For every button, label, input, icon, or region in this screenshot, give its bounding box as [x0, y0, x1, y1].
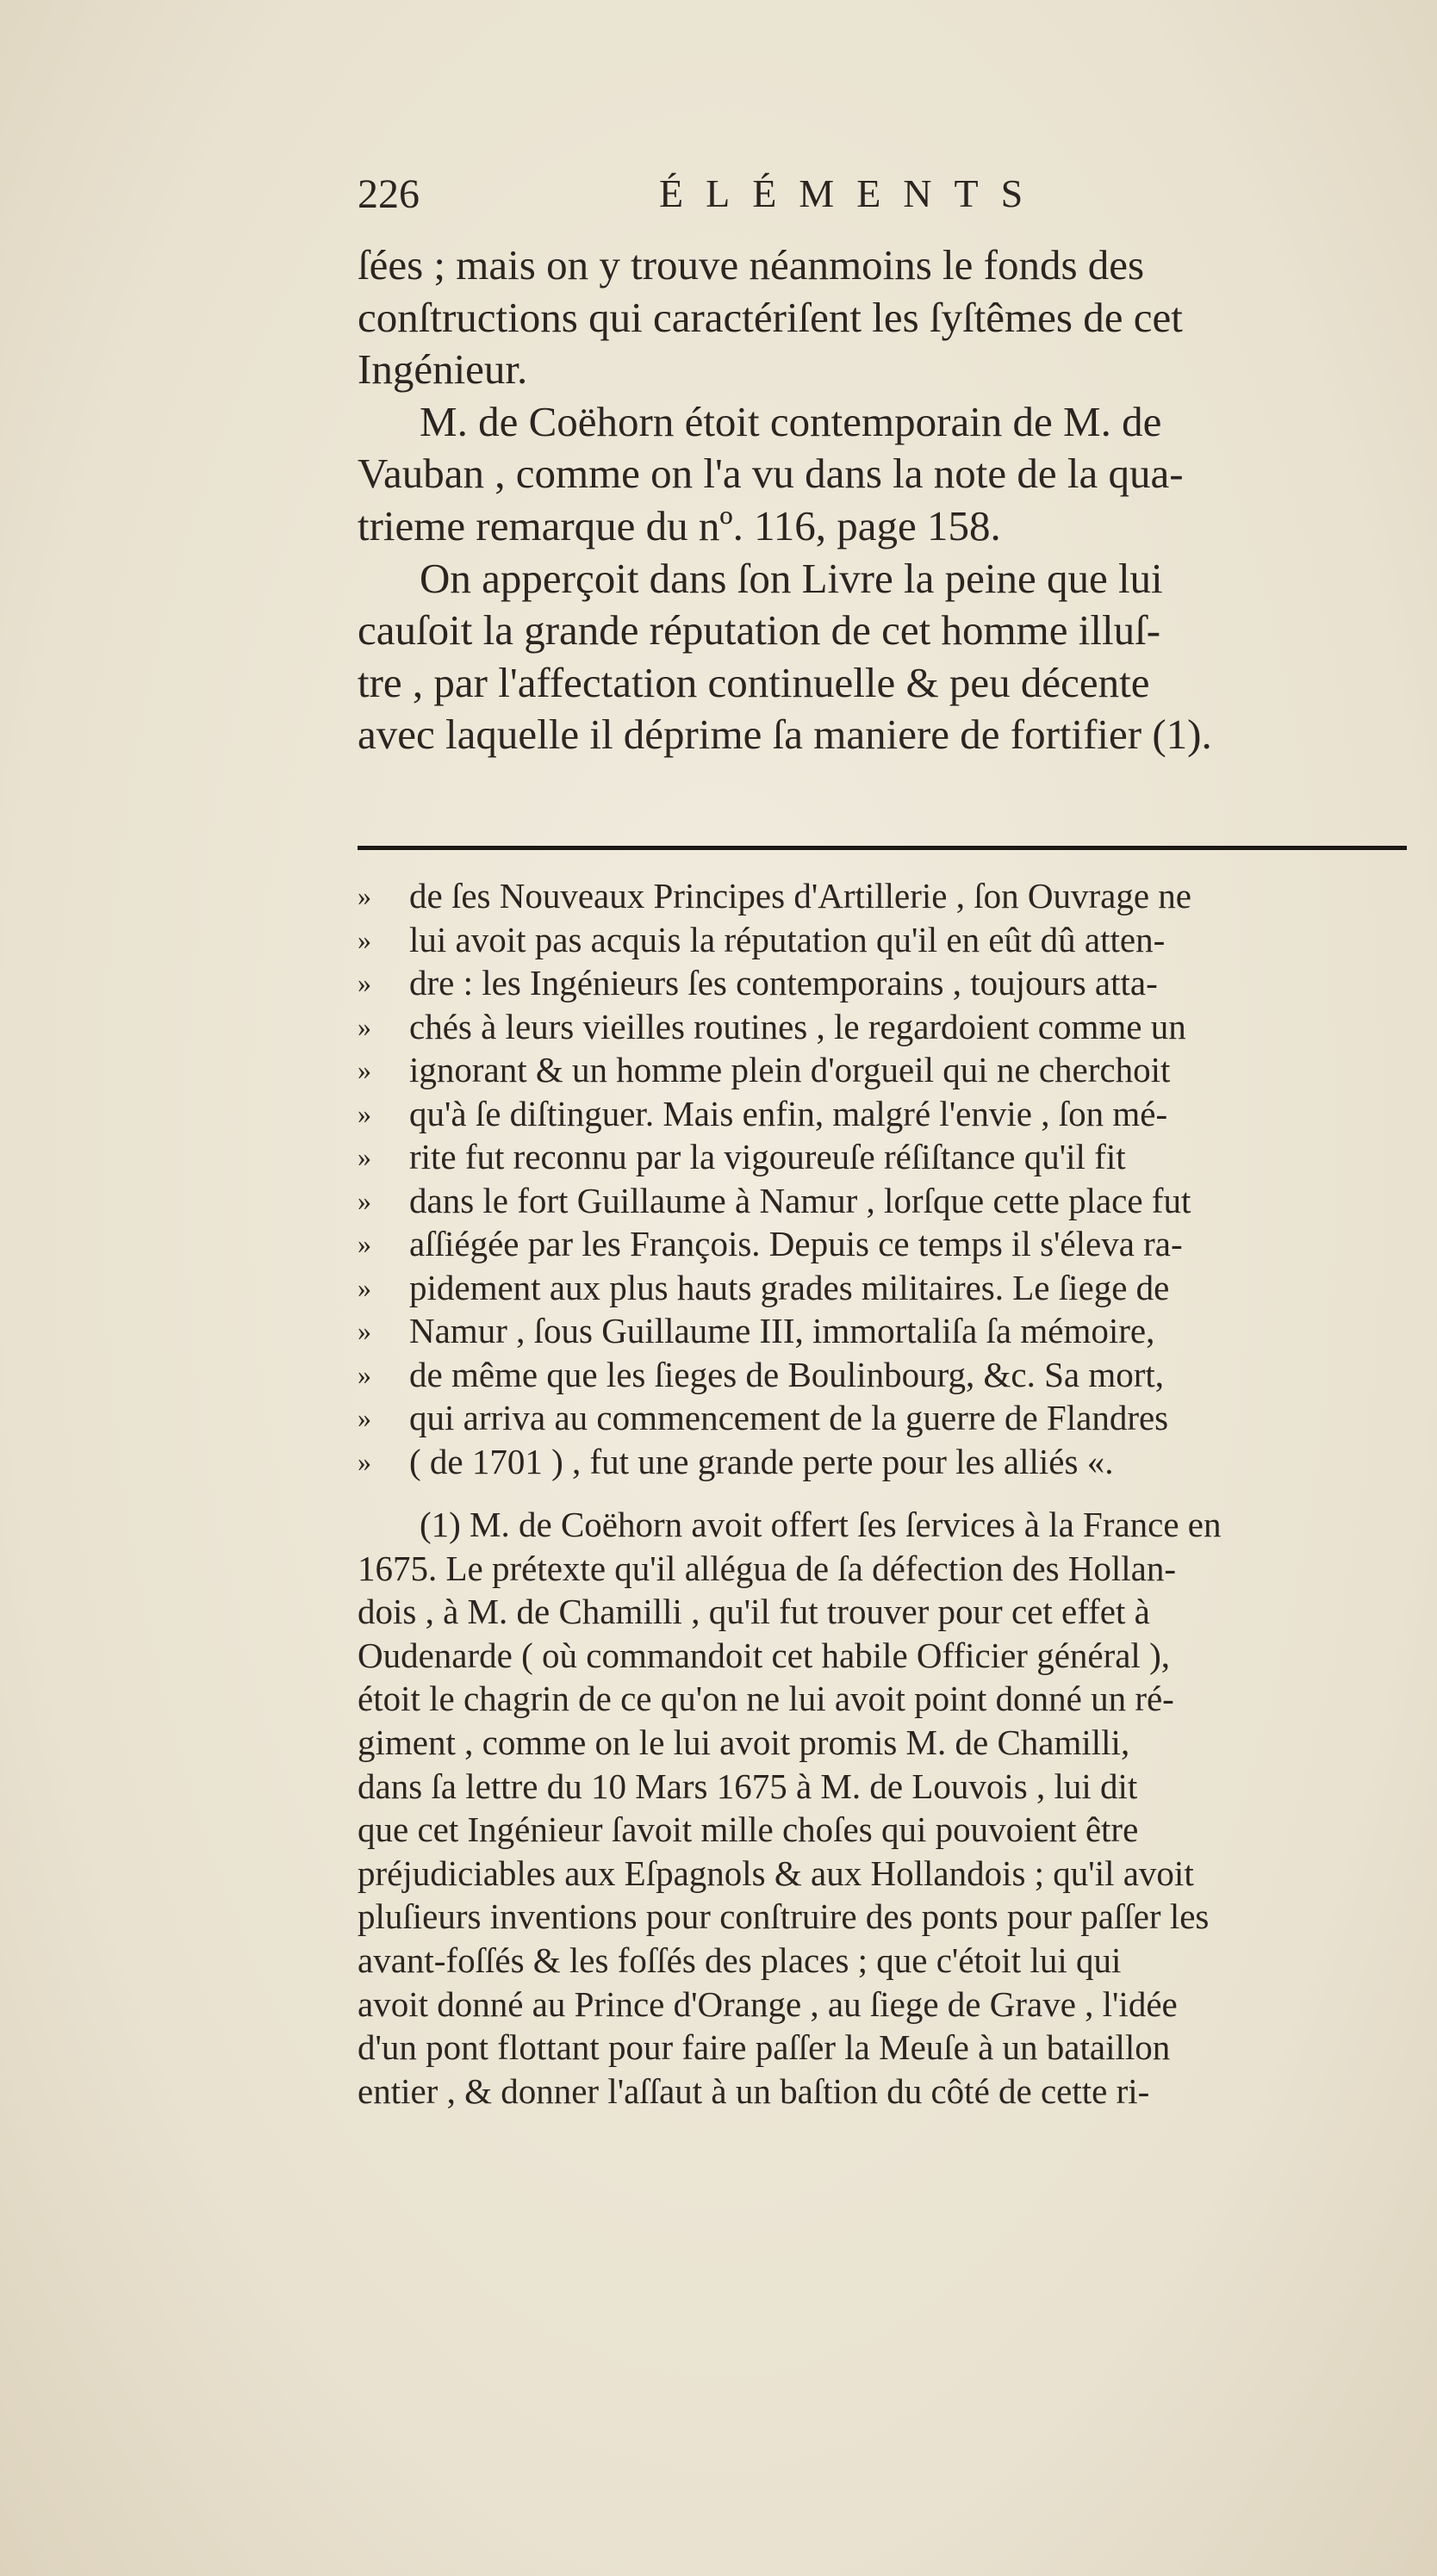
text-line: tre , par l'affectation continuelle & peu décente	[358, 658, 1150, 706]
quote-line	[358, 1396, 1426, 1440]
quote-line	[358, 1048, 1426, 1092]
quote-text: qui arriva au commencement de la guerre de Flandres	[409, 1398, 1169, 1437]
note-line: (1) M. de Coëhorn avoit offert ſes ſervices à la France en	[420, 1505, 1222, 1544]
note-line: avant-foſſés & les foſſés des places ; que c'étoit lui qui	[358, 1940, 1122, 1980]
main-text	[358, 239, 1426, 761]
note-line: que cet Ingénieur ſavoit mille choſes qui pouvoient être	[358, 1809, 1139, 1850]
quote-text: qu'à ſe diſtinguer. Mais enfin, malgré l'envie , ſon mé-	[409, 1093, 1168, 1133]
quote-text: dre : les Ingénieurs ſes contemporains , toujours atta-	[409, 963, 1158, 1002]
note-line: dois , à M. de Chamilli , qu'il fut trouver pour cet effet à	[358, 1592, 1150, 1632]
note-line: préjudiciables aux Eſpagnols & aux Hollandois ; qu'il avoit	[358, 1853, 1194, 1893]
quote-text: rite fut reconnu par la vigoureuſe réſiſtance qu'il fit	[409, 1137, 1126, 1176]
quote-text: ( de 1701 ) , fut une grande perte pour les alliés «.	[409, 1441, 1114, 1481]
text-line: Ingénieur.	[358, 345, 528, 394]
quote-mark: »	[358, 1010, 371, 1042]
note-line: entier , & donner l'aſſaut à un baſtion du côté de cette ri-	[358, 2070, 1150, 2111]
footnote-divider	[358, 846, 1407, 850]
quote-line	[358, 1222, 1426, 1266]
quote-mark: »	[358, 1097, 371, 1129]
quote-mark: »	[358, 967, 371, 998]
quote-mark: »	[358, 1184, 371, 1216]
quote-text: aſſiégée par les François. Depuis ce temps il s'éleva ra-	[409, 1224, 1183, 1263]
quote-line	[358, 1179, 1426, 1223]
note-line: avoit donné au Prince d'Orange , au ſiege de Grave , l'idée	[358, 1983, 1178, 2024]
note-line: Oudenarde ( où commandoit cet habile Officier général ),	[358, 1635, 1170, 1675]
quote-line	[358, 918, 1426, 962]
note-line: dans ſa lettre du 10 Mars 1675 à M. de Louvois , lui dit	[358, 1766, 1138, 1806]
note-line: étoit le chagrin de ce qu'on ne lui avoit point donné un ré-	[358, 1679, 1174, 1719]
quote-mark: »	[358, 1402, 371, 1433]
quote-line	[358, 1135, 1426, 1179]
note-line: 1675. Le prétexte qu'il allégua de ſa défection des Hollan-	[358, 1548, 1177, 1588]
quote-text: dans le fort Guillaume à Namur , lorſque cette place fut	[409, 1180, 1191, 1220]
quote-line	[358, 1092, 1426, 1136]
running-head: ÉLÉMENTS	[659, 171, 1046, 215]
text-line: ſées ; mais on y trouve néanmoins le fonds des	[358, 241, 1145, 289]
quote-mark: »	[358, 1054, 371, 1085]
text-line: cauſoit la grande réputation de cet homme illuſ-	[358, 606, 1161, 655]
quote-text: Namur , ſous Guillaume III, immortaliſa ſa mémoire,	[409, 1311, 1155, 1350]
quote-mark: »	[358, 1141, 371, 1172]
quote-mark: »	[358, 1228, 371, 1259]
footnote-quote	[358, 874, 1426, 1483]
quote-line	[358, 874, 1426, 918]
text-line: avec laquelle il déprime ſa maniere de fortifier (1).	[358, 711, 1212, 759]
note-line: pluſieurs inventions pour conſtruire des ponts pour paſſer les	[358, 1896, 1210, 1937]
footnote-1	[358, 1503, 1426, 2113]
page-header	[358, 171, 1098, 222]
quote-text: lui avoit pas acquis la réputation qu'il en eût dû atten-	[409, 919, 1166, 959]
quote-line	[358, 1309, 1426, 1353]
text-line: Vauban , comme on l'a vu dans la note de la qua-	[358, 450, 1184, 498]
quote-line	[358, 1005, 1426, 1049]
text-line: On apperçoit dans ſon Livre la peine que lui	[420, 554, 1163, 602]
quote-mark: »	[358, 1358, 371, 1390]
quote-mark: »	[358, 923, 371, 955]
quote-line	[358, 1440, 1426, 1484]
quote-line	[358, 1353, 1426, 1397]
quote-text: de ſes Nouveaux Principes d'Artillerie , ſon Ouvrage ne	[409, 876, 1191, 916]
text-line: trieme remarque du nº. 116, page 158.	[358, 501, 1001, 549]
quote-line	[358, 961, 1426, 1005]
quote-text: ignorant & un homme plein d'orgueil qui ne cherchoit	[409, 1050, 1171, 1089]
note-line: giment , comme on le lui avoit promis M. de Chamilli,	[358, 1722, 1130, 1762]
quote-mark: »	[358, 1445, 371, 1477]
quote-text: pidement aux plus hauts grades militaires. Le ſiege de	[409, 1267, 1170, 1307]
quote-line	[358, 1266, 1426, 1310]
text-line: M. de Coëhorn étoit contemporain de M. de	[420, 397, 1162, 445]
note-line: d'un pont flottant pour faire paſſer la Meuſe à un bataillon	[358, 2027, 1171, 2068]
page-number: 226	[358, 171, 420, 217]
quote-mark: »	[358, 880, 371, 911]
quote-text: de même que les ſieges de Boulinbourg, &c. Sa mort,	[409, 1354, 1165, 1394]
quote-text: chés à leurs vieilles routines , le regardoient comme un	[409, 1006, 1186, 1046]
text-line: conſtructions qui caractériſent les ſyſtêmes de cet	[358, 293, 1183, 341]
quote-mark: »	[358, 1315, 371, 1346]
quote-mark: »	[358, 1271, 371, 1303]
